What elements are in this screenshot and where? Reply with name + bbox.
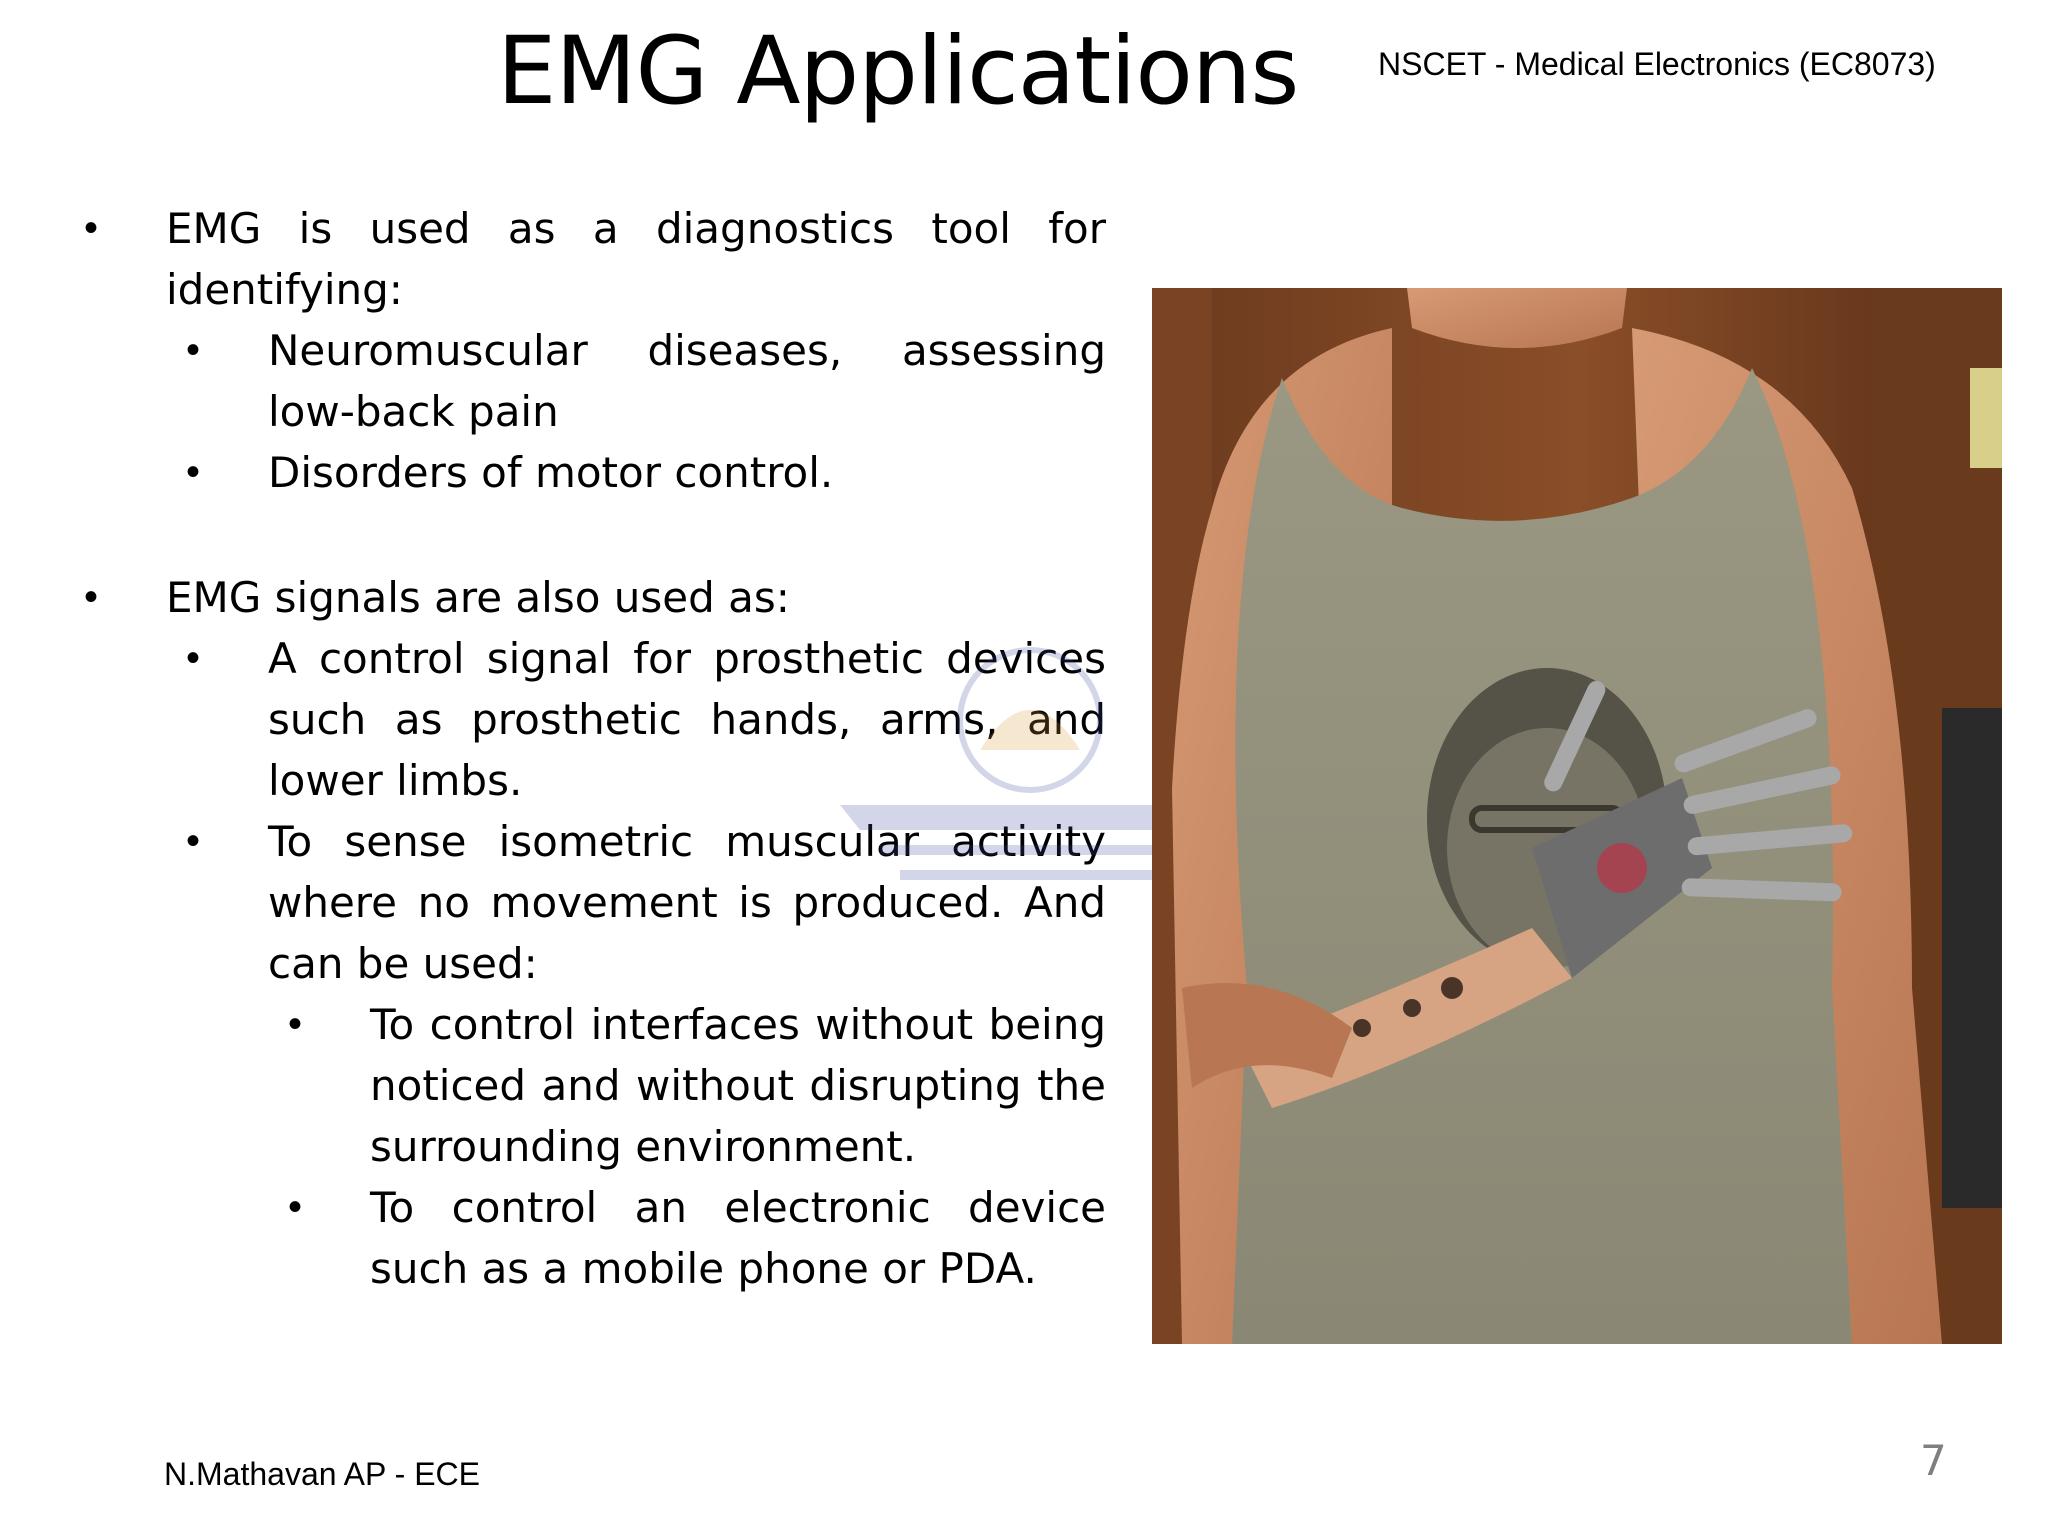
bullet-text: Neuromuscular diseases, assessing low-back pain <box>268 326 1106 436</box>
bullet-text: To sense isometric muscular activity where no movement is produced. And can be used: <box>268 817 1106 988</box>
course-label: NSCET - Medical Electronics (EC8073) <box>1378 46 1936 82</box>
bullet-icon: • <box>186 819 201 863</box>
bullet-icon: • <box>288 1185 303 1229</box>
bullet-text: A control signal for prosthetic devices such as prosthetic hands, arms, and lower limbs. <box>268 634 1106 805</box>
slide-content <box>84 198 1106 1299</box>
sub-bullet-item <box>186 320 1106 442</box>
author-footer: N.Mathavan AP - ECE <box>164 1456 480 1492</box>
page-number: 7 <box>1920 1436 1947 1485</box>
sub-bullet-item <box>186 442 1106 503</box>
sub-bullet-item <box>186 628 1106 811</box>
bullet-icon: • <box>186 636 201 680</box>
slide-title: EMG Applications <box>497 17 1299 126</box>
bullet-icon: • <box>84 575 99 619</box>
bullet-text: To control an electronic device such as a mobile phone or PDA. <box>370 1183 1106 1293</box>
sub-bullet-item <box>186 811 1106 994</box>
bullet-item <box>84 198 1106 320</box>
sub-sub-bullet-item <box>288 1177 1106 1299</box>
bullet-icon: • <box>288 1002 303 1046</box>
bullet-icon: • <box>186 450 201 494</box>
bullet-icon: • <box>84 206 99 250</box>
prosthetic-arm-photo <box>1152 288 2002 1344</box>
bullet-text: To control interfaces without being noticed and without disrupting the surrounding environment. <box>370 1000 1106 1171</box>
bullet-icon: • <box>186 328 201 372</box>
sub-sub-bullet-item <box>288 994 1106 1177</box>
bullet-text: EMG is used as a diagnostics tool for identifying: <box>166 204 1106 314</box>
bullet-text: Disorders of motor control. <box>268 448 834 497</box>
bullet-item <box>84 567 1106 628</box>
bullet-text: EMG signals are also used as: <box>166 573 790 622</box>
